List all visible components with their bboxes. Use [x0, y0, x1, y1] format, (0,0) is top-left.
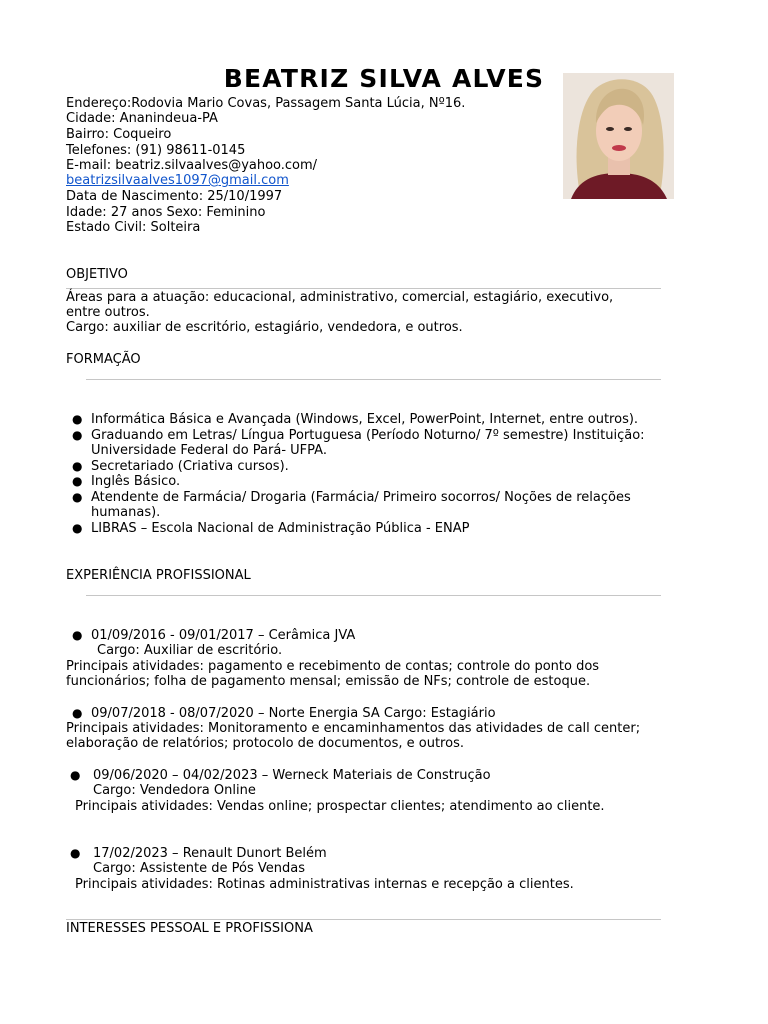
job-2-title: 09/07/2018 - 08/07/2020 – Norte Energia SA Cargo: Estagiário	[91, 706, 496, 721]
objective-line-3: Cargo: auxiliar de escritório, estagiário, vendedora, e outros.	[66, 320, 463, 335]
job-1-desc-1: Principais atividades: pagamento e recebimento de contas; controle do ponto dos	[66, 659, 600, 674]
district: Bairro: Coqueiro	[66, 127, 172, 142]
age-sex: Idade: 27 anos Sexo: Feminino	[66, 205, 266, 220]
objective-line-1: Áreas para a atuação: educacional, administrativo, comercial, estagiário, executivo,	[66, 290, 614, 305]
list-item: Inglês Básico.	[91, 474, 181, 489]
phones: Telefones: (91) 98611-0145	[66, 143, 246, 158]
interests-divider	[66, 919, 661, 920]
job-1-title: 01/09/2016 - 09/01/2017 – Cerâmica JVA	[91, 628, 356, 643]
email: E-mail: beatriz.silvaalves@yahoo.com/	[66, 158, 318, 173]
list-item-continued: humanas).	[91, 505, 161, 520]
job-3-title: 09/06/2020 – 04/02/2023 – Werneck Materiais de Construção	[93, 768, 491, 783]
resume-name: BEATRIZ SILVA ALVES	[223, 64, 545, 93]
list-item-continued: Universidade Federal do Pará- UFPA.	[91, 443, 327, 458]
bullet-dot-icon: ●	[72, 628, 83, 642]
job-4-title: 17/02/2023 – Renault Dunort Belém	[93, 846, 327, 861]
list-item: LIBRAS – Escola Nacional de Administração Pública - ENAP	[91, 521, 470, 536]
job-1-desc-2: funcionários; folha de pagamento mensal; emissão de NFs; controle de estoque.	[66, 674, 591, 689]
civil-status: Estado Civil: Solteira	[66, 220, 201, 235]
job-4-role: Cargo: Assistente de Pós Vendas	[93, 861, 305, 876]
experience-heading: EXPERIÊNCIA PROFISSIONAL	[66, 568, 251, 583]
job-2-desc-2: elaboração de relatórios; protocolo de documentos, e outros.	[66, 736, 464, 751]
bullet-dot-icon: ●	[70, 768, 81, 782]
city: Cidade: Ananindeua-PA	[66, 111, 218, 126]
objective-line-2: entre outros.	[66, 305, 150, 320]
bullet-dot-icon: ●	[72, 412, 83, 426]
email-link[interactable]: beatrizsilvaalves1097@gmail.com	[66, 173, 289, 188]
bullet-dot-icon: ●	[70, 846, 81, 860]
objective-divider	[66, 288, 661, 289]
birth-date: Data de Nascimento: 25/10/1997	[66, 189, 283, 204]
job-1-role: Cargo: Auxiliar de escritório.	[97, 643, 283, 658]
bullet-dot-icon: ●	[72, 490, 83, 504]
bullet-dot-icon: ●	[72, 459, 83, 473]
bullet-dot-icon: ●	[72, 428, 83, 442]
job-3-role: Cargo: Vendedora Online	[93, 783, 256, 798]
address: Endereço:Rodovia Mario Covas, Passagem Santa Lúcia, Nº16.	[66, 96, 466, 111]
education-heading: FORMAÇÃO	[66, 352, 141, 367]
job-4-desc-1: Principais atividades: Rotinas administrativas internas e recepção a clientes.	[75, 877, 574, 892]
bullet-dot-icon: ●	[72, 521, 83, 535]
bullet-dot-icon: ●	[72, 706, 83, 720]
job-2-desc-1: Principais atividades: Monitoramento e encaminhamentos das atividades de call center;	[66, 721, 641, 736]
profile-photo	[563, 73, 674, 199]
list-item: Informática Básica e Avançada (Windows, Excel, PowerPoint, Internet, entre outros).	[91, 412, 639, 427]
list-item: Secretariado (Criativa cursos).	[91, 459, 289, 474]
bullet-dot-icon: ●	[72, 474, 83, 488]
profile-photo-image	[563, 73, 674, 199]
experience-divider	[86, 595, 661, 596]
list-item: Graduando em Letras/ Língua Portuguesa (Período Noturno/ 7º semestre) Instituição:	[91, 428, 645, 443]
objective-heading: OBJETIVO	[66, 267, 128, 282]
list-item: Atendente de Farmácia/ Drogaria (Farmácia/ Primeiro socorros/ Noções de relações	[91, 490, 631, 505]
education-divider	[86, 379, 661, 380]
job-3-desc-1: Principais atividades: Vendas online; prospectar clientes; atendimento ao cliente.	[75, 799, 605, 814]
interests-heading: INTERESSES PESSOAL E PROFISSIONA	[66, 921, 313, 936]
